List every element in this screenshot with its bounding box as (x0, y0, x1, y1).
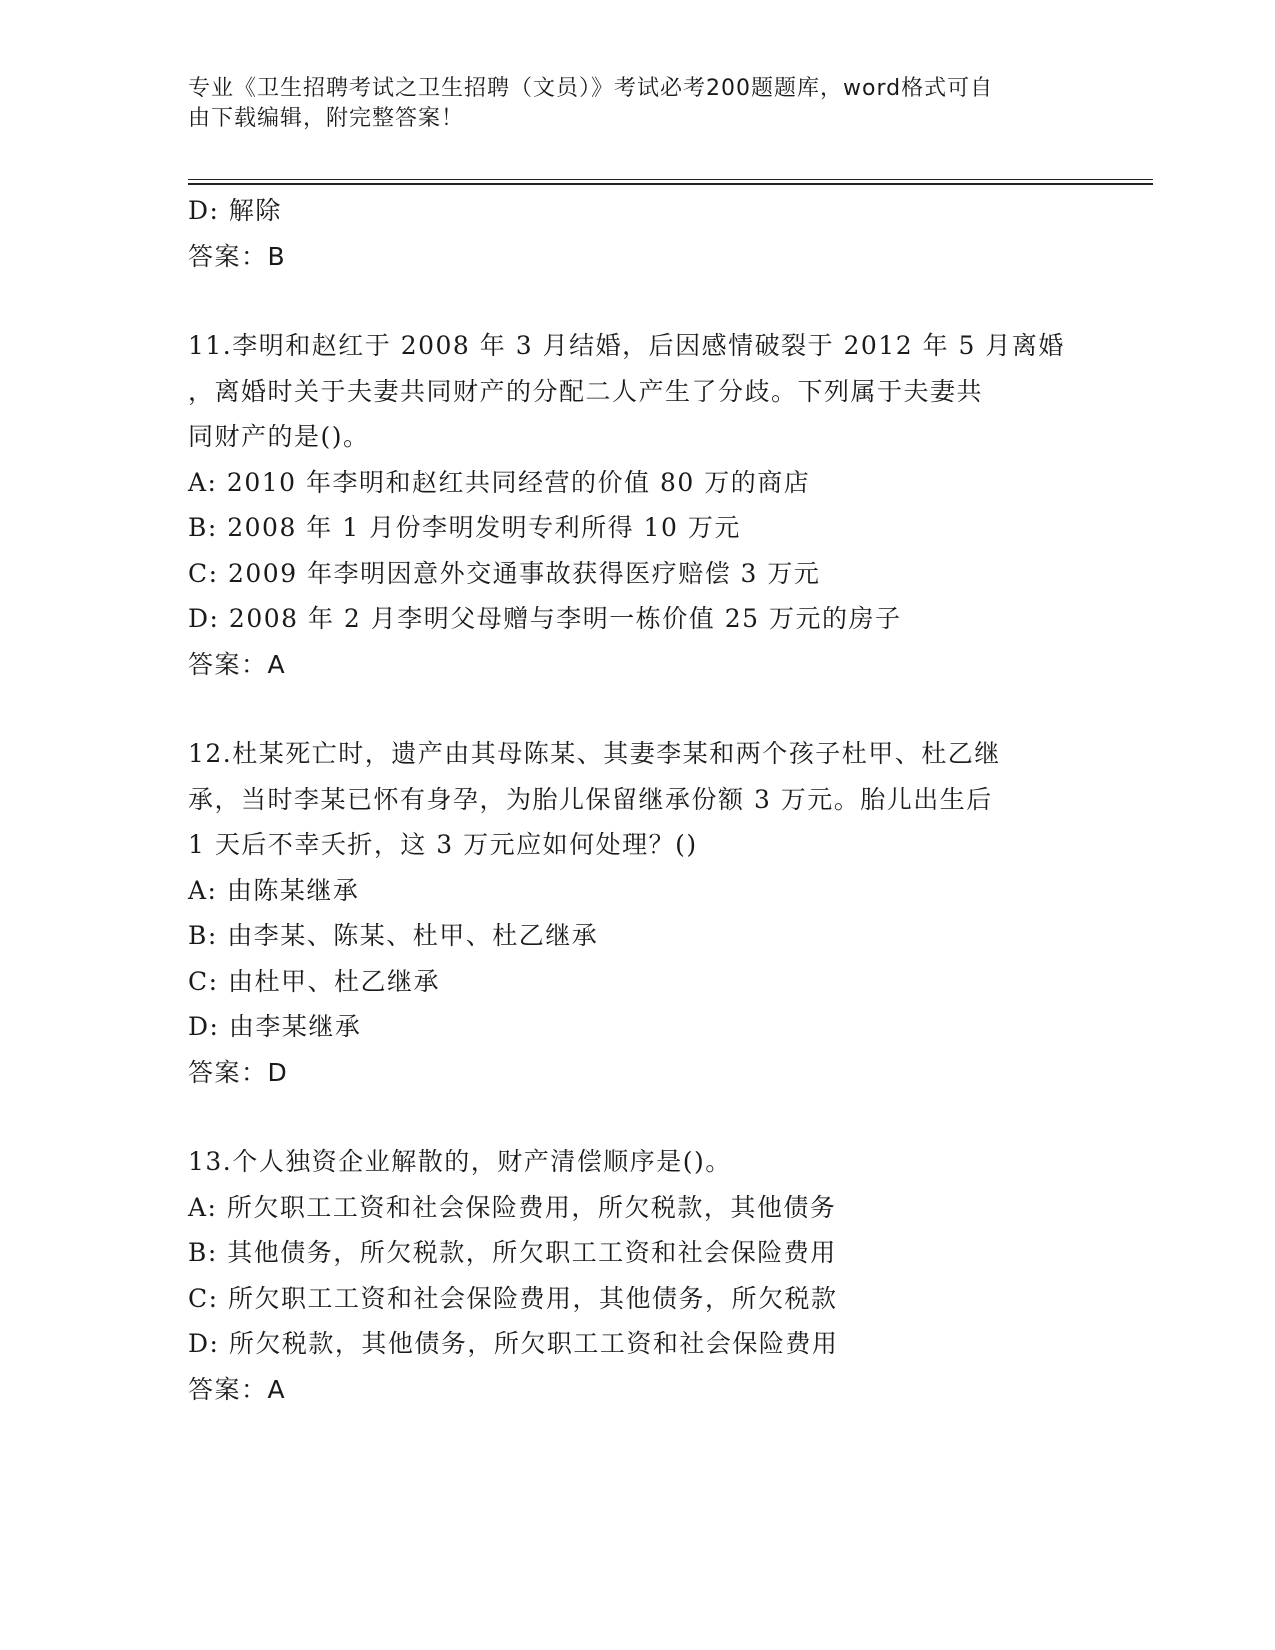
header-divider-thin (188, 179, 1153, 180)
option-d: D: 2008 年 2 月李明父母赠与李明一栋价值 25 万元的房子 (188, 604, 902, 633)
prev-answer: 答案：B (188, 241, 287, 271)
question-12 (188, 731, 1088, 1095)
question-stem-line: 承，当时李某已怀有身孕，为胎儿保留继承份额 3 万元。胎儿出生后 (188, 784, 993, 814)
option-b: B: 由李某、陈某、杜甲、杜乙继承 (188, 921, 599, 950)
answer: 答案：A (188, 649, 287, 679)
answer: 答案：A (188, 1374, 287, 1404)
prev-option-d: D: 解除 (188, 196, 282, 225)
answer: 答案：D (188, 1057, 289, 1087)
header-line-2: 由下载编辑，附完整答案！ (188, 106, 465, 131)
option-b: B: 2008 年 1 月份李明发明专利所得 10 万元 (188, 513, 741, 542)
document-header (188, 74, 1068, 134)
question-11 (188, 323, 1088, 687)
question-stem-line: 同财产的是()。 (188, 422, 370, 451)
header-line-1: 专业《卫生招聘考试之卫生招聘（文员）》考试必考200题题库，word格式可自 (188, 76, 994, 101)
option-b: B: 其他债务，所欠税款，所欠职工工资和社会保险费用 (188, 1238, 837, 1267)
question-stem-line: 12.杜某死亡时，遗产由其母陈某、其妻李某和两个孩子杜甲、杜乙继 (188, 739, 1001, 768)
question-stem-line: 11.李明和赵红于 2008 年 3 月结婚，后因感情破裂于 2012 年 5 月离婚 (188, 331, 1065, 360)
option-a: A: 由陈某继承 (188, 875, 360, 905)
spacer (188, 687, 1088, 731)
question-stem-line: 1 天后不幸夭折，这 3 万元应如何处理？() (188, 830, 698, 859)
option-c: C: 2009 年李明因意外交通事故获得医疗赔偿 3 万元 (188, 558, 821, 588)
question-13 (188, 1139, 1088, 1412)
question-stem-line: 13.个人独资企业解散的，财产清偿顺序是()。 (188, 1147, 732, 1176)
option-d: D: 所欠税款，其他债务，所欠职工工资和社会保险费用 (188, 1329, 839, 1358)
option-a: A: 2010 年李明和赵红共同经营的价值 80 万的商店 (188, 467, 811, 497)
question-stem-line: ，离婚时关于夫妻共同财产的分配二人产生了分歧。下列属于夫妻共 (188, 376, 984, 406)
option-c: C: 所欠职工工资和社会保险费用，其他债务，所欠税款 (188, 1283, 838, 1313)
spacer (188, 1095, 1088, 1139)
question-list (188, 188, 1088, 1412)
option-c: C: 由杜甲、杜乙继承 (188, 966, 440, 996)
option-a: A: 所欠职工工资和社会保险费用，所欠税款，其他债务 (188, 1192, 837, 1222)
header-divider-thick (188, 183, 1153, 185)
option-d: D: 由李某继承 (188, 1012, 362, 1041)
spacer (188, 279, 1088, 323)
